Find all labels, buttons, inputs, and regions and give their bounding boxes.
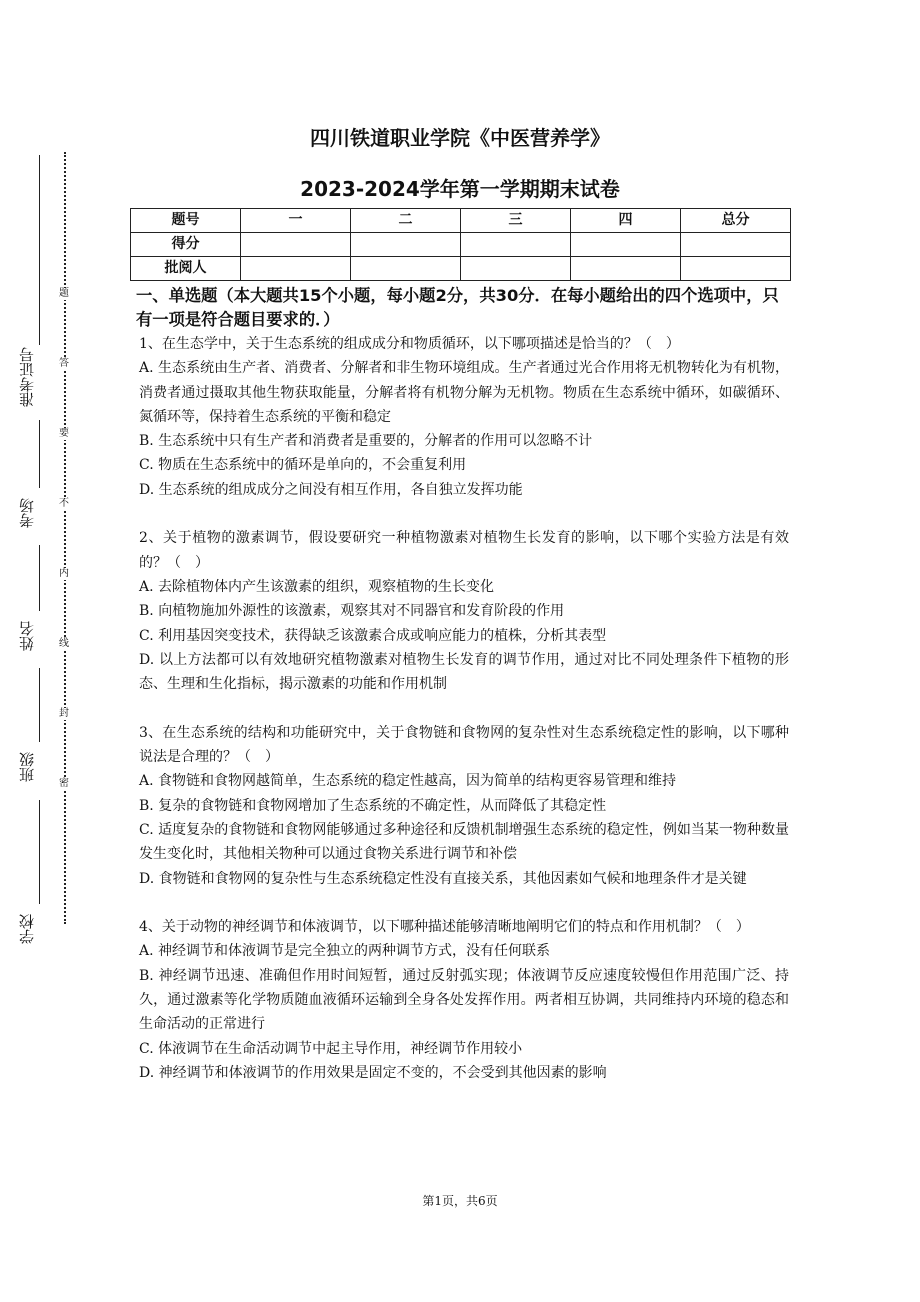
seal-word: 题 xyxy=(59,288,69,299)
write-line xyxy=(39,545,40,611)
option-d[interactable]: D. 以上方法都可以有效地研究植物激素对植物生长发育的调节作用，通过对比不同处理条件下植物的形态、生理和生化指标，揭示激素的功能和作用机制 xyxy=(139,651,789,693)
option-d[interactable]: D. 食物链和食物网的复杂性与生态系统稳定性没有直接关系，其他因素如气候和地理条件才是关键 xyxy=(139,870,747,887)
option-b[interactable]: B. 复杂的食物链和食物网增加了生态系统的不确定性，从而降低了其稳定性 xyxy=(139,797,607,814)
school-field[interactable] xyxy=(12,800,42,948)
binding-dotted-line xyxy=(64,152,66,924)
exam-number-label: 准考证号 xyxy=(18,347,36,408)
question-3 xyxy=(139,721,789,891)
exam-content xyxy=(136,284,789,1085)
grader-cell[interactable] xyxy=(681,257,791,281)
score-table xyxy=(130,208,791,281)
question-stem: 3、在生态系统的结构和功能研究中，关于食物链和食物网的复杂性对生态系统稳定性的影响，以下哪种说法是合理的？（ ） xyxy=(139,724,789,766)
question-stem: 1、在生态学中，关于生态系统的组成成分和物质循环，以下哪项描述是恰当的？（ ） xyxy=(139,336,680,352)
option-c[interactable]: C. 适度复杂的食物链和食物网能够通过多种途径和反馈机制增强生态系统的稳定性，例如当某一物种数量发生变化时，其他相关物种可以通过食物关系进行调节和补偿 xyxy=(139,821,789,863)
column-header: 总分 xyxy=(681,209,791,233)
option-a[interactable]: A. 去除植物体内产生该激素的组织，观察植物的生长变化 xyxy=(139,578,495,595)
write-line xyxy=(39,800,40,904)
seal-word: 线 xyxy=(59,638,69,649)
question-stem: 2、关于植物的激素调节，假设要研究一种植物激素对植物生长发育的影响，以下哪个实验方法是有效的？（ ） xyxy=(139,530,789,571)
seal-word: 内 xyxy=(59,568,69,579)
write-line xyxy=(39,668,40,742)
section-title: 一、单选题（本大题共15个小题，每小题2分，共30分．在每小题给出的四个选项中，只有一项是符合题目要求的．） xyxy=(136,286,779,329)
row-header: 得分 xyxy=(131,233,241,257)
column-header: 三 xyxy=(461,209,571,233)
option-d[interactable]: D. 生态系统的组成成分之间没有相互作用，各自独立发挥功能 xyxy=(139,481,523,498)
question-stem: 4、关于动物的神经调节和体液调节，以下哪种描述能够清晰地阐明它们的特点和作用机制？（ ） xyxy=(139,919,750,936)
question-4 xyxy=(139,915,789,1085)
grader-row xyxy=(131,257,791,281)
option-b[interactable]: B. 神经调节迅速、准确但作用时间短暂，通过反射弧实现；体液调节反应速度较慢但作用范围广泛、持久，通过激素等化学物质随血液循环运输到全身各处发挥作用。两者相互协调，共同维持内环境的稳态和生命活动的正常进行 xyxy=(139,967,789,1033)
option-d[interactable]: D. 神经调节和体液调节的作用效果是固定不变的，不会受到其他因素的影响 xyxy=(139,1064,607,1081)
row-header: 批阅人 xyxy=(131,257,241,281)
score-cell[interactable] xyxy=(681,233,791,257)
grader-cell[interactable] xyxy=(351,257,461,281)
score-table-header-row xyxy=(131,209,791,233)
option-a[interactable]: A. 食物链和食物网越简单，生态系统的稳定性越高，因为简单的结构更容易管理和维持 xyxy=(139,773,677,790)
class-field[interactable] xyxy=(12,668,42,788)
column-header: 一 xyxy=(241,209,351,233)
option-c[interactable]: C. 利用基因突变技术，获得缺乏该激素合成或响应能力的植株，分析其表型 xyxy=(139,627,607,644)
option-a[interactable]: A. 生态系统由生产者、消费者、分解者和非生物环境组成。生产者通过光合作用将无机物转化为有机物，消费者通过摄取其他生物获取能量，分解者将有机物分解为无机物。物质在生态系统中循环，如碳循环、氮循环等，保持着生态系统的平衡和稳定 xyxy=(139,360,789,425)
exam-title: 四川铁道职业学院《中医营养学》 xyxy=(310,126,610,150)
option-c[interactable]: C. 体液调节在生命活动调节中起主导作用，神经调节作用较小 xyxy=(139,1040,523,1057)
student-name-field[interactable] xyxy=(12,545,42,657)
seal-word: 答 xyxy=(59,358,69,369)
option-a[interactable]: A. 神经调节和体液调节是完全独立的两种调节方式，没有任何联系 xyxy=(139,943,551,960)
column-header: 四 xyxy=(571,209,681,233)
score-cell[interactable] xyxy=(461,233,571,257)
score-cell[interactable] xyxy=(241,233,351,257)
seal-word: 不 xyxy=(59,498,69,509)
class-label: 班级 xyxy=(18,752,36,782)
column-header: 题号 xyxy=(131,209,241,233)
seal-word: 密 xyxy=(59,778,69,789)
student-name-label: 姓名 xyxy=(18,621,36,651)
score-cell[interactable] xyxy=(571,233,681,257)
seal-word: 封 xyxy=(59,708,69,719)
option-c[interactable]: C. 物质在生态系统中的循环是单向的，不会重复利用 xyxy=(139,457,467,474)
seal-word: 要 xyxy=(59,428,69,439)
grader-cell[interactable] xyxy=(241,257,351,281)
score-row xyxy=(131,233,791,257)
exam-room-field[interactable] xyxy=(12,420,42,535)
column-header: 二 xyxy=(351,209,461,233)
grader-cell[interactable] xyxy=(571,257,681,281)
exam-subtitle: 2023-2024学年第一学期期末试卷 xyxy=(300,177,620,201)
option-b[interactable]: B. 生态系统中只有生产者和消费者是重要的，分解者的作用可以忽略不计 xyxy=(139,433,593,450)
page-number: 第1页，共6页 xyxy=(422,1194,498,1208)
exam-room-label: 考场 xyxy=(18,498,36,529)
question-2 xyxy=(139,526,789,696)
grader-cell[interactable] xyxy=(461,257,571,281)
option-b[interactable]: B. 向植物施加外源性的该激素，观察其对不同器官和发育阶段的作用 xyxy=(139,603,565,620)
question-1 xyxy=(139,332,789,502)
school-label: 学校 xyxy=(18,914,36,944)
score-cell[interactable] xyxy=(351,233,461,257)
write-line xyxy=(39,420,40,488)
